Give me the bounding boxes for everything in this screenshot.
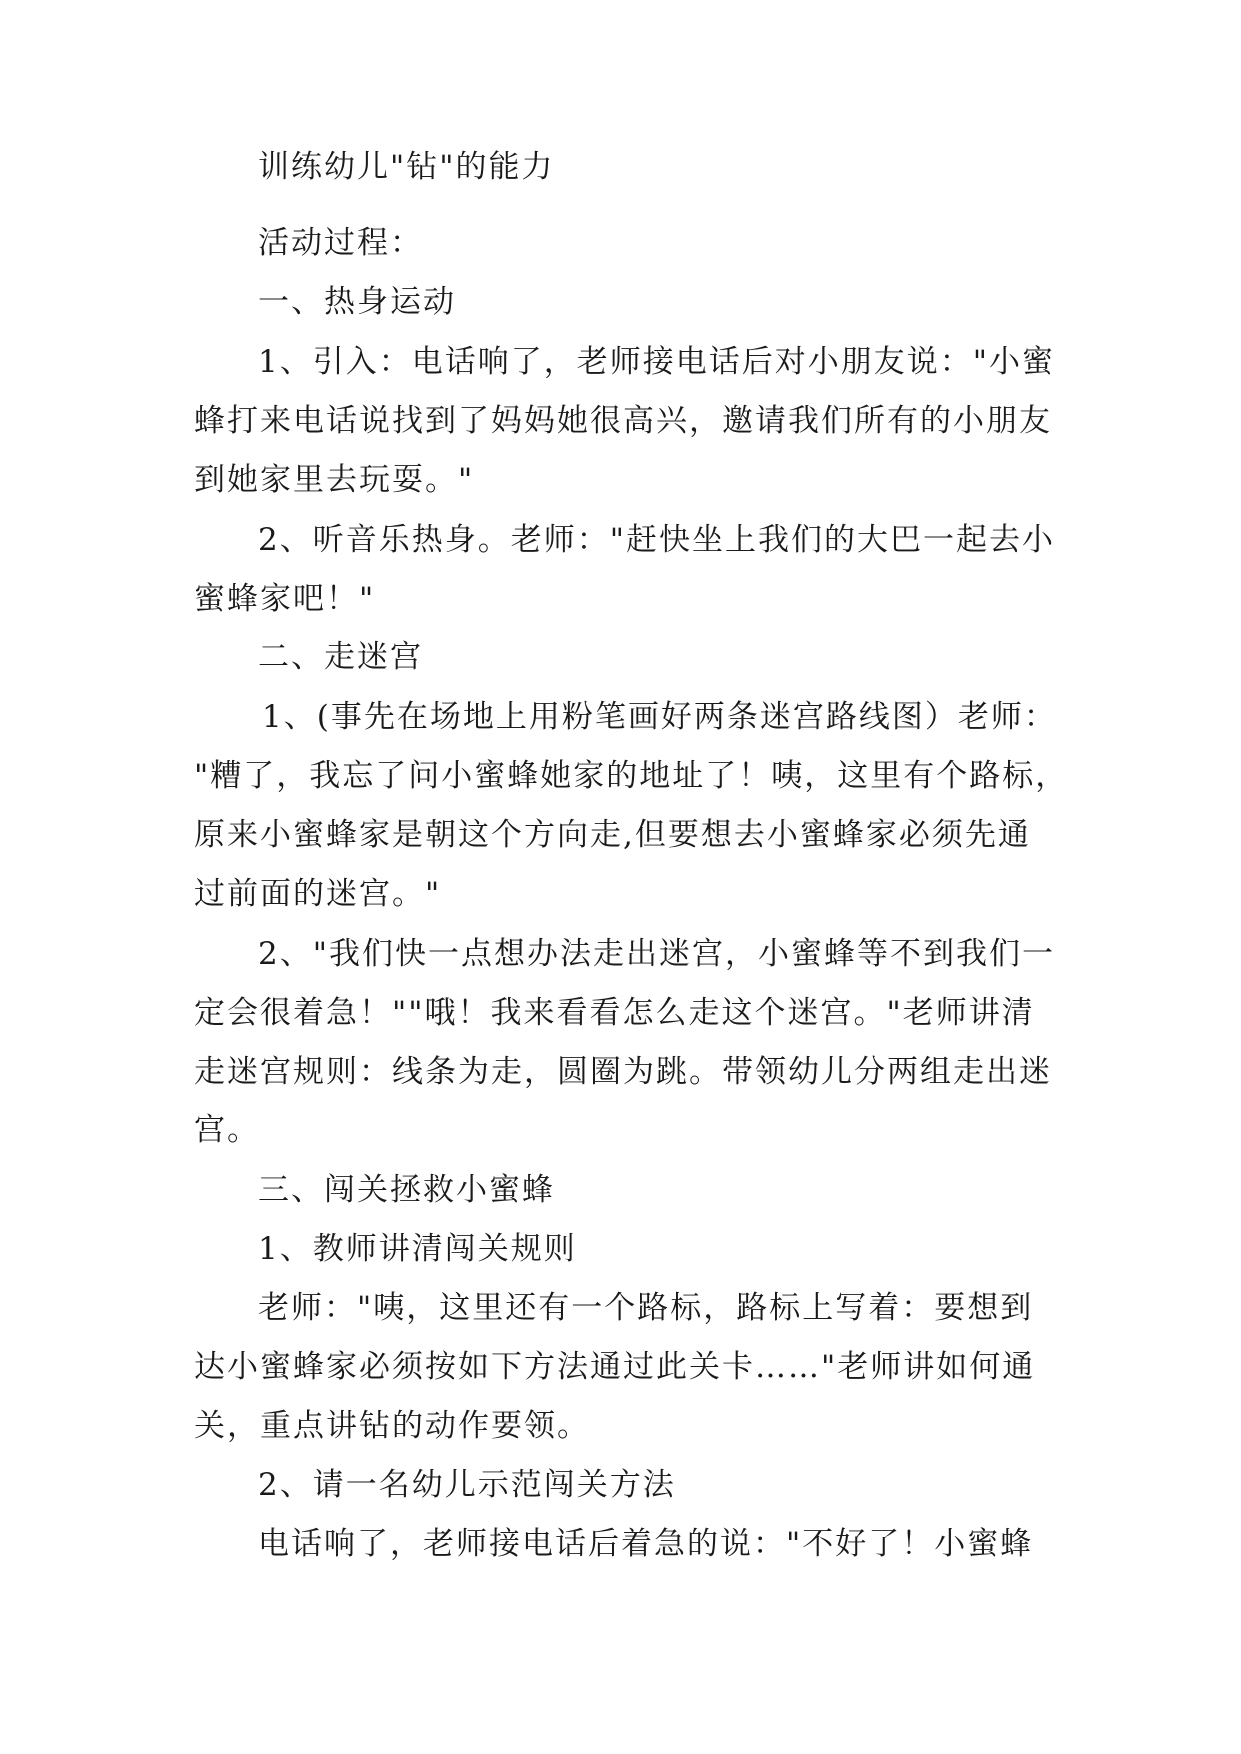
text-line: 训练幼儿"钻"的能力 <box>258 149 555 185</box>
section-heading: 三、闯关拯救小蜜蜂 <box>258 1172 555 1208</box>
text-line: "糟了，我忘了问小蜜蜂她家的地址了！咦，这里有个路标， <box>194 758 1069 794</box>
text-line: 活动过程： <box>258 225 423 261</box>
text-line: 1、(事先在场地上用粉笔画好两条迷宫路线图）老师： <box>262 699 1057 735</box>
text-line: 原来小蜜蜂家是朝这个方向走,但要想去小蜜蜂家必须先通 <box>194 817 1031 853</box>
text-line: 走迷宫规则：线条为走，圆圈为跳。带领幼儿分两组走出迷 <box>194 1054 1052 1090</box>
text-line: 2、听音乐热身。老师："赶快坐上我们的大巴一起去小 <box>258 522 1055 558</box>
text-line: 2、"我们快一点想办法走出迷宫，小蜜蜂等不到我们一 <box>258 936 1055 972</box>
text-line: 蜂打来电话说找到了妈妈她很高兴，邀请我们所有的小朋友 <box>194 403 1052 439</box>
text-line: 达小蜜蜂家必须按如下方法通过此关卡……"老师讲如何通 <box>194 1349 1036 1385</box>
text-line: 关，重点讲钻的动作要领。 <box>194 1408 590 1444</box>
text-line: 到她家里去玩耍。" <box>194 462 475 498</box>
text-line: 定会很着急！""哦！我来看看怎么走这个迷宫。"老师讲清 <box>194 995 1035 1031</box>
text-line: 宫。 <box>194 1112 260 1148</box>
text-line: 老师："咦，这里还有一个路标，路标上写着：要想到 <box>258 1290 1034 1326</box>
section-heading: 二、走迷宫 <box>258 639 423 675</box>
text-line: 蜜蜂家吧！" <box>194 581 376 617</box>
text-line: 电话响了，老师接电话后着急的说："不好了！小蜜蜂 <box>258 1526 1034 1562</box>
text-line: 1、教师讲清闯关规则 <box>258 1231 577 1267</box>
text-line: 2、请一名幼儿示范闯关方法 <box>258 1467 676 1503</box>
text-line: 过前面的迷宫。" <box>194 876 442 912</box>
text-line: 1、引入：电话响了，老师接电话后对小朋友说："小蜜 <box>258 344 1055 380</box>
section-heading: 一、热身运动 <box>258 284 456 320</box>
